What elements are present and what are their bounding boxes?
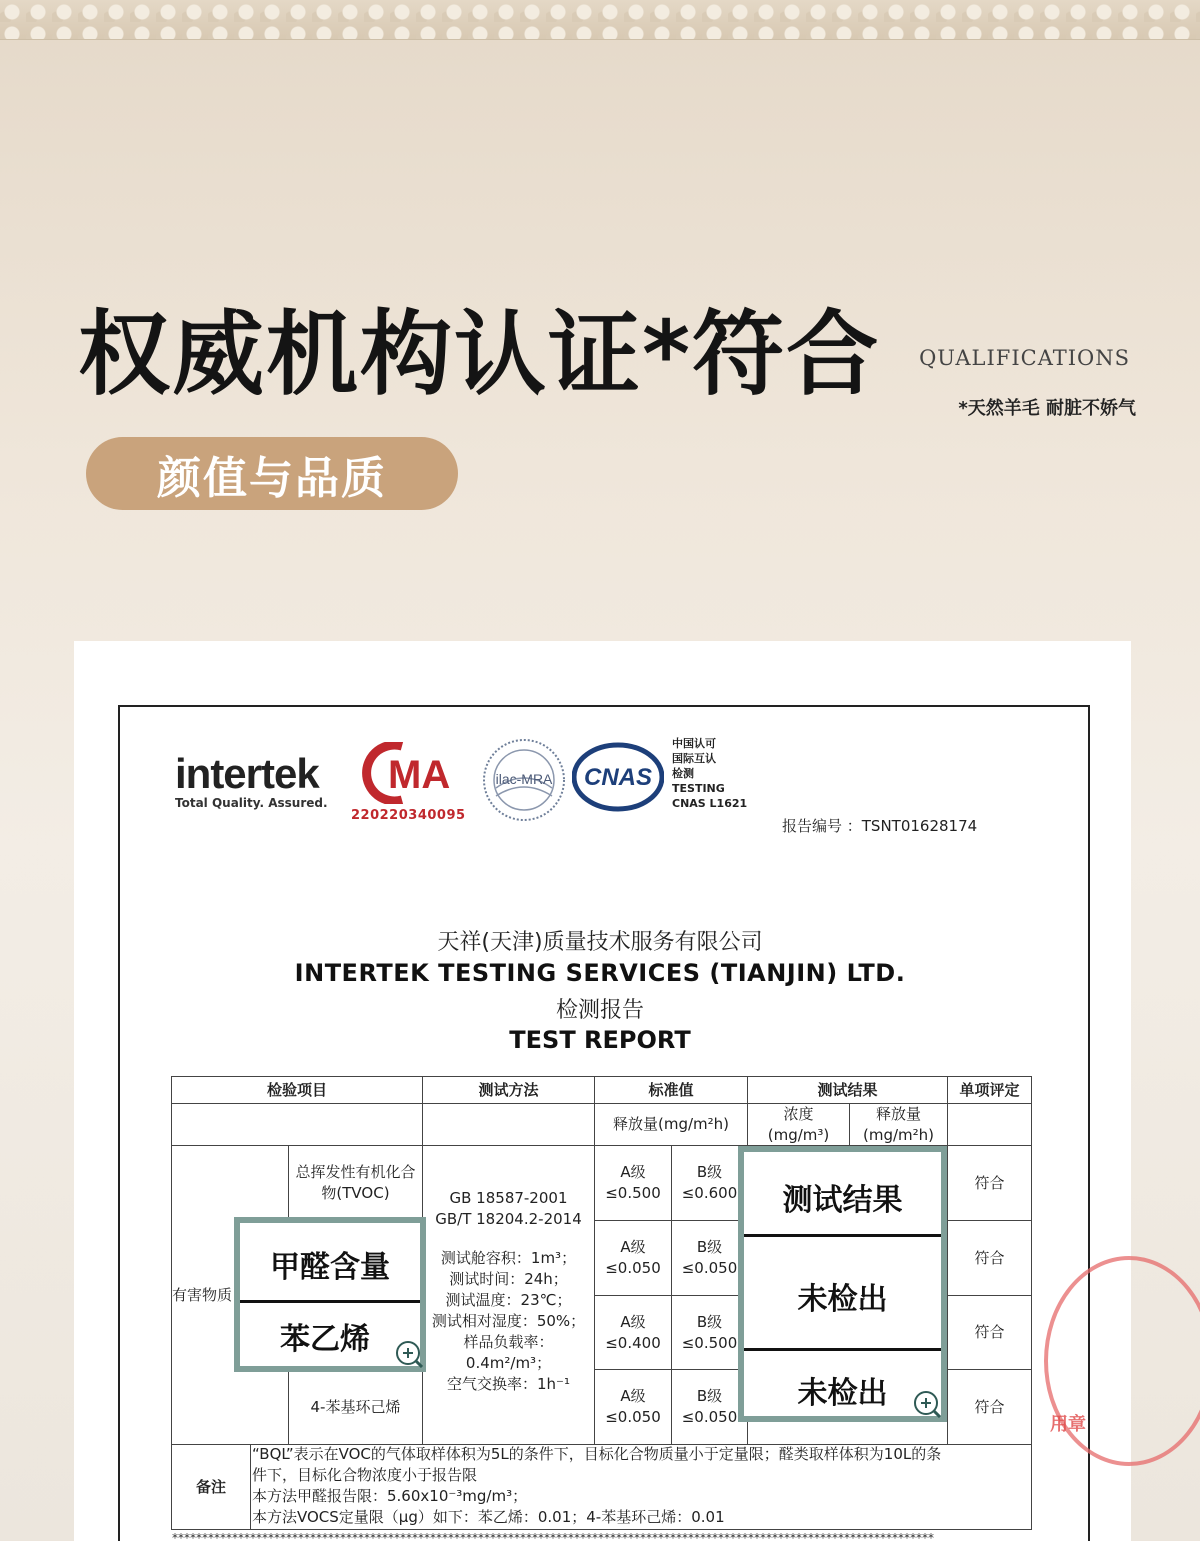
cnas-logo-icon	[572, 742, 664, 812]
cma-text: MA	[388, 753, 451, 797]
method-line: 样品负载率：	[463, 1333, 554, 1351]
notes-text	[250, 1444, 1032, 1528]
grade-label: B级	[696, 1387, 723, 1405]
highlight-result-1: 未检出	[797, 1282, 888, 1317]
grade-label: B级	[696, 1312, 723, 1331]
grade-value: ≤0.050	[605, 1408, 661, 1426]
cma-number: 220220340095	[351, 808, 466, 823]
item-tvoc: 总挥发性有机化合物(TVOC)	[288, 1145, 423, 1221]
subheader-blank	[171, 1103, 423, 1146]
grade-label: B级	[696, 1238, 723, 1256]
note-line: “BQL”表示在VOC的气体取样体积为5L的条件下，目标化合物质量小于定量限；醛类取样体积为10L的条	[252, 1445, 942, 1463]
standard-b	[671, 1145, 748, 1221]
standard-b	[671, 1369, 748, 1445]
conc-unit: (mg/m³)	[767, 1125, 830, 1144]
method-line: 0.4m²/m³；	[465, 1354, 552, 1372]
method-line: 测试温度：23℃；	[445, 1291, 572, 1309]
subheader-concentration	[747, 1103, 850, 1146]
grade-label: A级	[620, 1312, 646, 1331]
method-line: 测试相对湿度：50%；	[431, 1312, 586, 1330]
zoom-in-icon[interactable]	[395, 1340, 423, 1368]
grade-value: ≤0.500	[681, 1333, 738, 1352]
ilac-mra-logo-icon	[482, 738, 566, 822]
company-name-en: INTERTEK TESTING SERVICES (TIANJIN) LTD.	[294, 959, 906, 987]
method-line: 空气交换率：1h⁻¹	[447, 1375, 570, 1393]
subheader-blank	[422, 1103, 595, 1146]
star-divider: *******************************************************************************************************************************	[172, 1531, 934, 1541]
grade-value: ≤0.400	[605, 1333, 661, 1352]
verdict-cell: 符合	[947, 1145, 1032, 1221]
rel-unit: (mg/m²h)	[862, 1125, 935, 1144]
grade-label: B级	[696, 1163, 723, 1181]
company-name-cn: 天祥(天津)质量技术服务有限公司	[437, 930, 763, 955]
report-number: 报告编号 ：TSNT01628174	[782, 817, 978, 835]
header-standard: 标准值	[594, 1076, 748, 1104]
tagline: *天然羊毛 耐脏不娇气	[958, 398, 1136, 419]
grade-value: ≤0.050	[681, 1408, 738, 1426]
highlight-formaldehyde: 甲醛含量	[270, 1250, 390, 1285]
standard-a	[594, 1295, 672, 1370]
highlight-divider	[240, 1300, 420, 1303]
page-title: 权威机构认证*符合	[78, 301, 881, 408]
note-line: 本方法VOCS定量限（μg）如下：苯乙烯：0.01；4-苯基环己烯：0.01	[252, 1508, 725, 1526]
highlight-styrene: 苯乙烯	[280, 1322, 370, 1357]
grade-value: ≤0.600	[681, 1184, 738, 1202]
highlight-divider	[744, 1348, 941, 1351]
header-result: 测试结果	[747, 1076, 948, 1104]
grade-value: ≤0.500	[605, 1184, 661, 1202]
rel-label: 释放量	[875, 1104, 921, 1123]
method-line: 测试时间：24h；	[449, 1270, 568, 1288]
cnas-caption	[672, 736, 747, 811]
grade-value: ≤0.050	[681, 1259, 738, 1277]
category-cell: 有害物质	[171, 1145, 289, 1445]
verdict-cell: 符合	[947, 1220, 1032, 1296]
intertek-wordmark: intertek	[175, 750, 319, 797]
cnas-line: 检测	[672, 767, 694, 780]
method-standard: GB 18587-2001	[449, 1189, 568, 1207]
standard-a	[594, 1145, 672, 1221]
cnas-line: 中国认可	[672, 737, 716, 750]
standard-a	[594, 1220, 672, 1296]
highlight-result-2: 未检出	[797, 1376, 888, 1411]
standard-b	[671, 1220, 748, 1296]
method-cell	[422, 1145, 595, 1445]
cma-logo-icon	[362, 742, 466, 804]
header-verdict: 单项评定	[947, 1076, 1032, 1104]
standard-b	[671, 1295, 748, 1370]
grade-label: A级	[620, 1163, 646, 1181]
method-line: 测试舱容积：1m³；	[440, 1249, 577, 1267]
cnas-line: TESTING	[672, 782, 725, 795]
highlight-result-heading: 测试结果	[782, 1183, 903, 1218]
intertek-logo	[175, 750, 328, 810]
header-item: 检验项目	[171, 1076, 423, 1104]
carpet-photo-strip	[0, 0, 1200, 40]
verdict-cell: 符合	[947, 1295, 1032, 1370]
grade-label: A级	[620, 1387, 646, 1405]
notes-label: 备注	[171, 1444, 251, 1530]
intertek-tagline: Total Quality. Assured.	[175, 796, 328, 810]
standard-a	[594, 1369, 672, 1445]
verdict-cell: 符合	[947, 1369, 1032, 1445]
stamp-text: 用章	[1050, 1414, 1086, 1435]
report-title-en: TEST REPORT	[509, 1026, 691, 1054]
zoom-in-icon[interactable]	[913, 1390, 941, 1418]
english-title: QUALIFICATIONS	[919, 346, 1130, 370]
header-method: 测试方法	[422, 1076, 595, 1104]
cnas-line: 国际互认	[672, 752, 716, 765]
conc-label: 浓度	[783, 1104, 814, 1123]
grade-value: ≤0.050	[605, 1259, 661, 1277]
cnas-line: CNAS L1621	[672, 797, 748, 810]
cnas-text: CNAS	[583, 764, 653, 791]
ilac-text: ilac-MRA	[495, 771, 553, 787]
grade-label: A级	[620, 1238, 646, 1256]
highlight-divider	[744, 1234, 941, 1237]
item-phenylcyclohexene: 4-苯基环己烯	[288, 1369, 423, 1445]
subheader-release-result	[849, 1103, 948, 1146]
method-standard: GB/T 18204.2-2014	[435, 1210, 582, 1228]
note-line: 本方法甲醛报告限：5.60x10⁻³mg/m³；	[252, 1487, 528, 1505]
note-line: 件下，目标化合物浓度小于报告限	[252, 1466, 478, 1484]
report-title-cn: 检测报告	[555, 998, 644, 1023]
subheader-blank	[947, 1103, 1032, 1146]
subheader-release: 释放量(mg/m²h)	[594, 1103, 748, 1146]
category-pill: 颜值与品质	[86, 437, 458, 510]
